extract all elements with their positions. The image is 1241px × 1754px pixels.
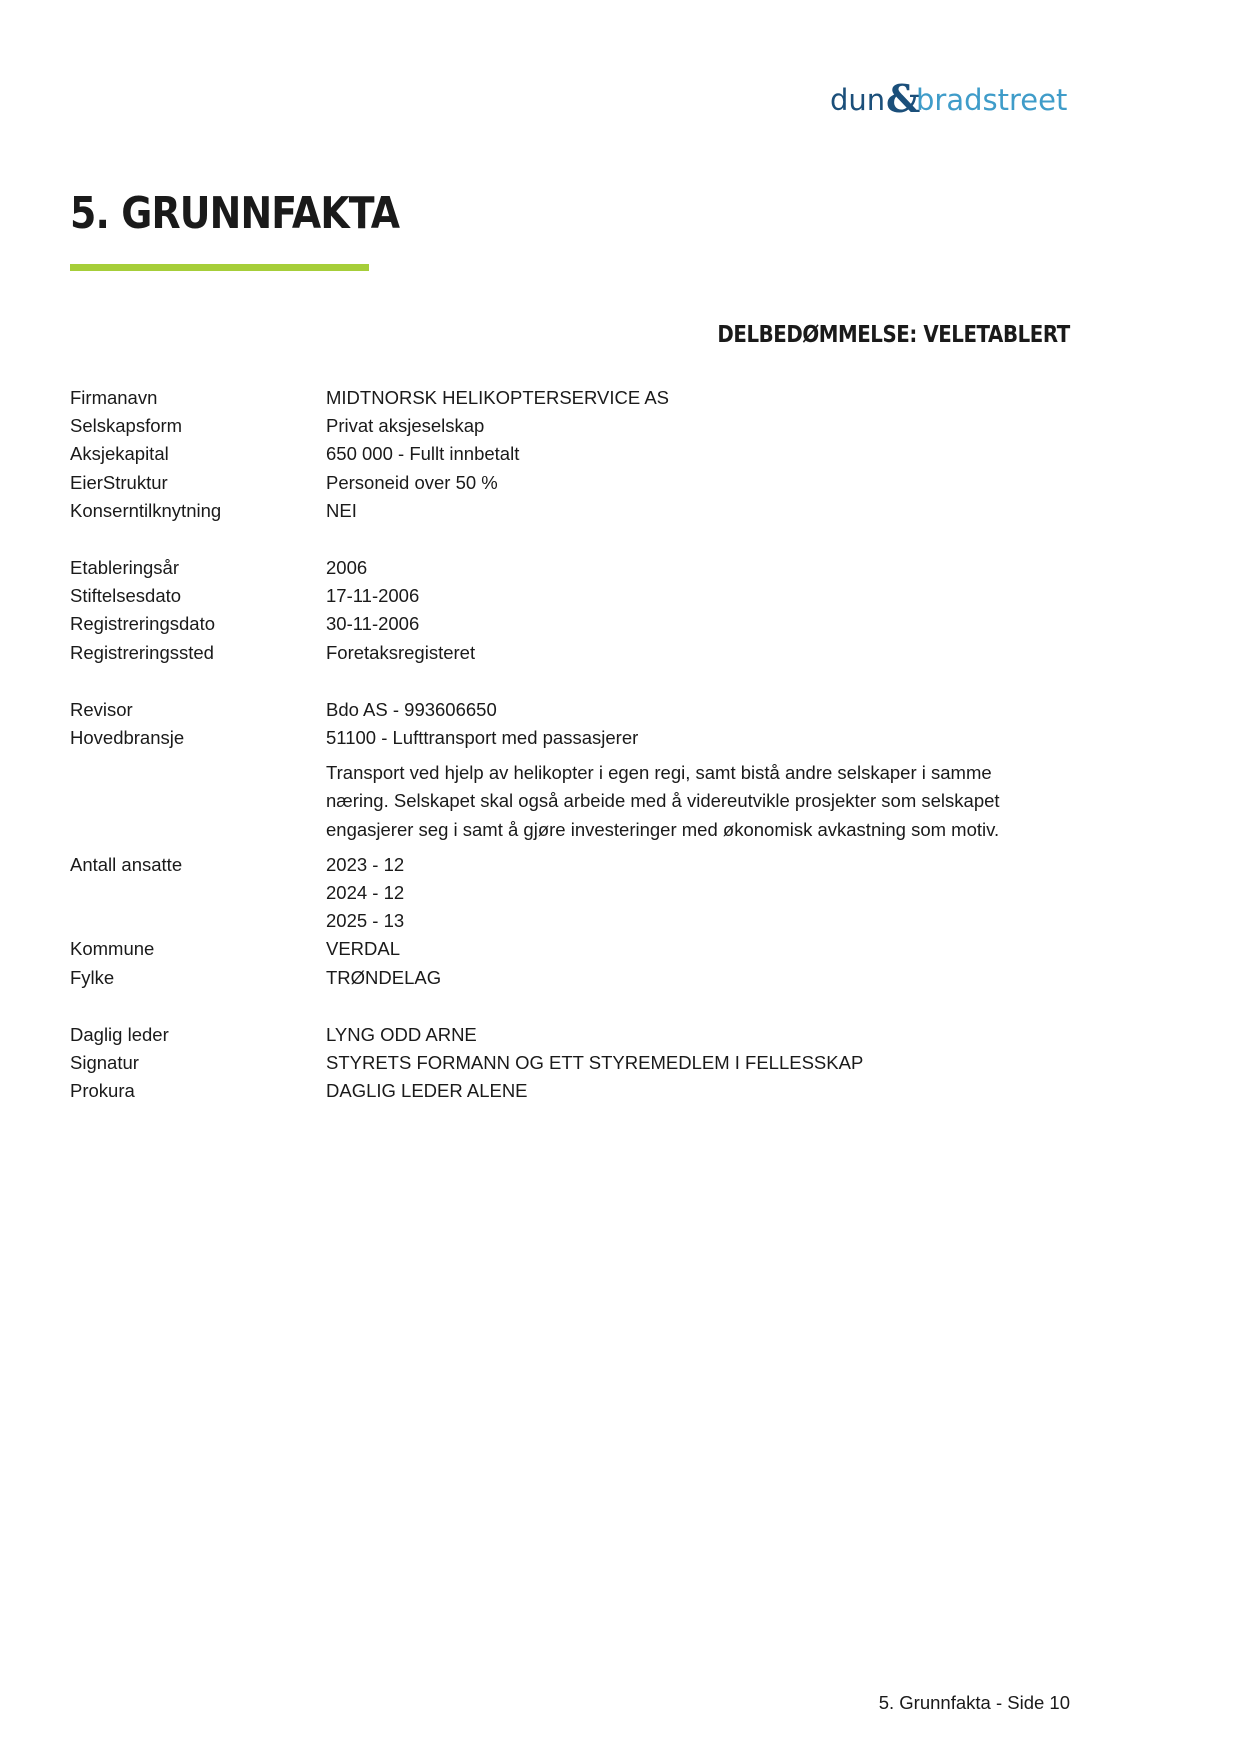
- fact-row: [70, 907, 1070, 935]
- fact-row: [70, 964, 1070, 992]
- fact-row: [70, 497, 1070, 525]
- fact-label: Firmanavn: [70, 387, 158, 408]
- facts-list: [70, 384, 1070, 1105]
- registration-group: [70, 554, 1070, 667]
- fact-value: 2006: [326, 557, 368, 579]
- fact-label-empty: [70, 907, 326, 935]
- fact-value: Privat aksjeselskap: [326, 415, 485, 437]
- fact-value: VERDAL: [326, 938, 401, 960]
- business-description: Transport ved hjelp av helikopter i egen regi, samt bistå andre selskaper i samme næring. Selskapet skal også arbeide med å videreutvikle prosjekter som selskapet engasjerer seg i samt å gjøre investeringer med økonomisk avkastning som motiv.: [326, 762, 1000, 840]
- fact-label: Stiftelsesdato: [70, 585, 182, 607]
- dun-bradstreet-logo: [830, 74, 1070, 124]
- fact-value: MIDTNORSK HELIKOPTERSERVICE AS: [326, 387, 670, 408]
- logo-text-dun: dun: [830, 83, 886, 117]
- fact-label: Etableringsår: [70, 557, 180, 579]
- page-footer: 5. Grunnfakta - Side 10: [878, 1692, 1070, 1713]
- fact-row: [70, 1021, 1070, 1049]
- fact-label: Registreringssted: [70, 641, 214, 663]
- fact-label: Daglig leder: [70, 1023, 169, 1045]
- fact-label: Revisor: [70, 698, 133, 720]
- fact-label: Fylke: [70, 966, 115, 988]
- fact-value: TRØNDELAG: [326, 966, 442, 988]
- fact-value: 2024 - 12: [326, 882, 405, 904]
- fact-value: Foretaksregisteret: [326, 641, 476, 663]
- company-group: [70, 384, 1070, 525]
- fact-value: Bdo AS - 993606650: [326, 698, 497, 720]
- fact-value: 2025 - 13: [326, 910, 405, 932]
- fact-value: 17-11-2006: [326, 585, 420, 607]
- fact-row: [70, 696, 1070, 724]
- fact-label: EierStruktur: [70, 471, 168, 493]
- fact-value: Personeid over 50 %: [326, 471, 498, 493]
- section-gap: [70, 667, 1070, 696]
- fact-label: Kommune: [70, 938, 155, 960]
- logo-text-bradstreet: bradstreet: [916, 83, 1068, 117]
- fact-row: [70, 879, 1070, 907]
- fact-row: [70, 610, 1070, 638]
- fact-row: [70, 935, 1070, 963]
- management-group: [70, 1021, 1070, 1106]
- fact-row: [70, 440, 1070, 468]
- fact-label: Prokura: [70, 1080, 135, 1102]
- fact-value: 30-11-2006: [326, 613, 420, 635]
- fact-label: Aksjekapital: [70, 443, 169, 465]
- fact-row: [70, 554, 1070, 582]
- rating-heading: DELBEDØMMELSE: VELETABLERT: [717, 322, 1070, 348]
- fact-row: [70, 1077, 1070, 1105]
- fact-label: Konserntilknytning: [70, 499, 222, 521]
- fact-row: [70, 724, 1070, 752]
- fact-value: STYRETS FORMANN OG ETT STYREMEDLEM I FELLESSKAP: [326, 1052, 864, 1074]
- logo-ampersand: &: [886, 76, 921, 121]
- fact-value: NEI: [326, 499, 357, 521]
- fact-row: [70, 469, 1070, 497]
- fact-row: [70, 639, 1070, 667]
- business-group: [70, 696, 1070, 992]
- fact-row: [70, 1049, 1070, 1077]
- fact-row: [70, 851, 1070, 879]
- fact-value: DAGLIG LEDER ALENE: [326, 1080, 528, 1102]
- fact-label: Registreringsdato: [70, 613, 215, 635]
- section-gap: [70, 992, 1070, 1021]
- fact-label: Signatur: [70, 1052, 139, 1074]
- title-underline: [70, 264, 369, 271]
- page-title: 5. GRUNNFAKTA: [70, 188, 400, 239]
- fact-value: 650 000 - Fullt innbetalt: [326, 443, 520, 465]
- fact-label: Selskapsform: [70, 415, 183, 437]
- fact-label: Antall ansatte: [70, 853, 183, 875]
- fact-row: [70, 412, 1070, 440]
- fact-value: LYNG ODD ARNE: [326, 1023, 477, 1045]
- section-gap: [70, 525, 1070, 554]
- fact-label: Hovedbransje: [70, 727, 185, 749]
- fact-label-empty: [70, 879, 326, 907]
- fact-row: [70, 384, 1070, 412]
- fact-value: 2023 - 12: [326, 853, 405, 875]
- fact-value: 51100 - Lufttransport med passasjerer: [326, 727, 639, 749]
- fact-row: [70, 582, 1070, 610]
